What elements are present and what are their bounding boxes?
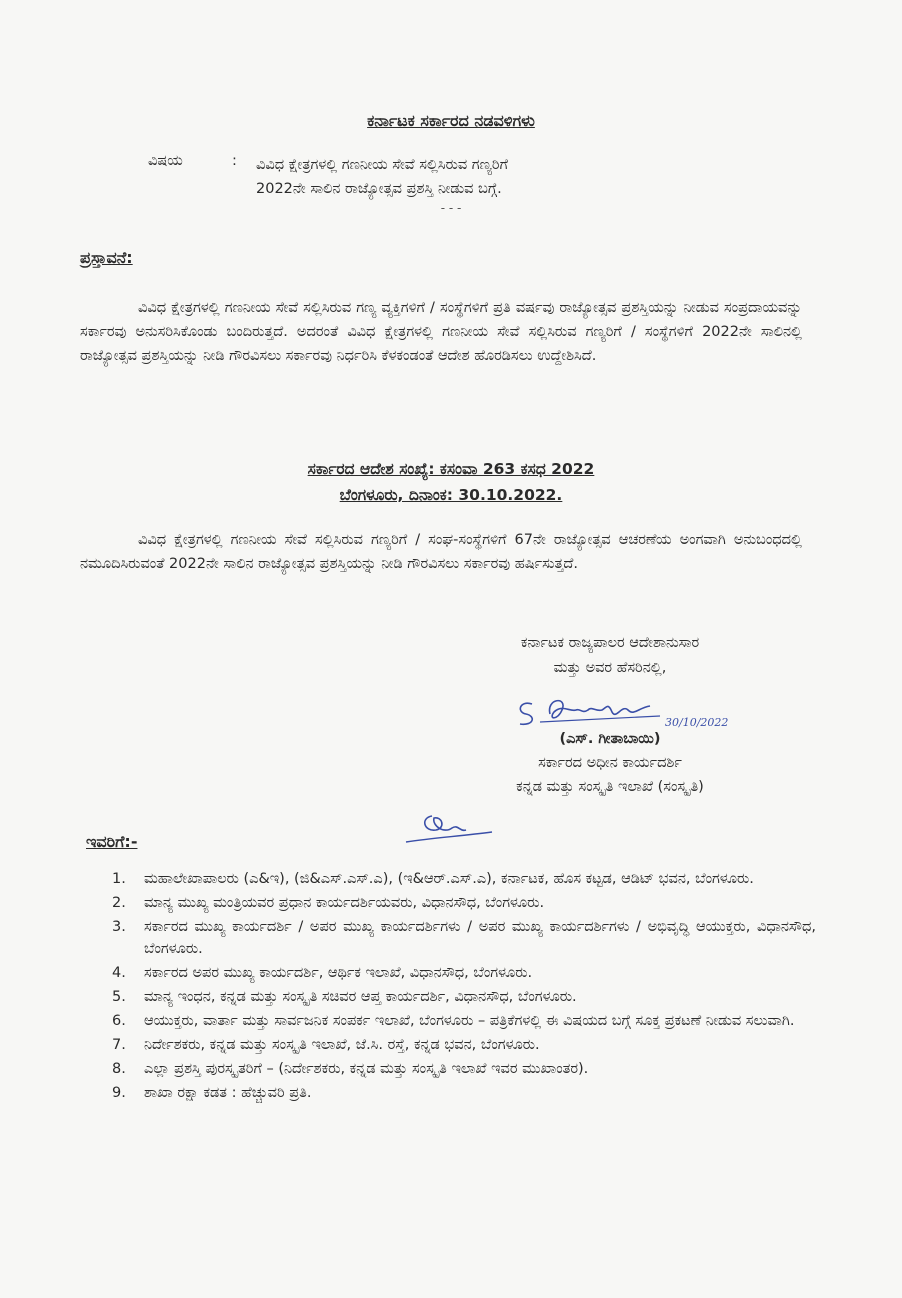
- preamble-label: ಪ್ರಸ್ತಾವನೆ:: [80, 248, 133, 267]
- subject-separator: - - -: [440, 201, 462, 215]
- initials-mark: [402, 808, 497, 850]
- subject-colon: :: [232, 153, 237, 169]
- signature-date: 30/10/2022: [665, 716, 729, 729]
- list-item: 3. ಸರ್ಕಾರದ ಮುಖ್ಯ ಕಾರ್ಯದರ್ಶಿ / ಅಪರ ಮುಖ್ಯ ಕಾರ್ಯದರ್ಶಿಗಳು / ಅಪರ ಮುಖ್ಯ ಕಾರ್ಯದರ್ಶಿಗಳು / ಅಭಿವೃದ್ಧಿ ಆಯುಕ್ತರು, ವಿಧಾನಸೌಧ, ಬೆಂಗಳೂರು.: [112, 919, 816, 957]
- list-item: 2. ಮಾನ್ಯ ಮುಖ್ಯ ಮಂತ್ರಿಯವರ ಪ್ರಧಾನ ಕಾರ್ಯದರ್ಶಿಯವರು, ವಿಧಾನಸೌಧ, ಬೆಂಗಳೂರು.: [112, 895, 545, 911]
- list-item: 5. ಮಾನ್ಯ ಇಂಧನ, ಕನ್ನಡ ಮತ್ತು ಸಂಸ್ಕೃತಿ ಸಚಿವರ ಆಪ್ತ ಕಾರ್ಯದರ್ಶಿ, ವಿಧಾನಸೌಧ, ಬೆಂಗಳೂರು.: [112, 989, 577, 1005]
- order-number: ಸರ್ಕಾರದ ಆದೇಶ ಸಂಖ್ಯೆ: ಕಸಂವಾ 263 ಕಸಧ 2022: [307, 460, 595, 478]
- signature-image: [510, 690, 680, 734]
- copies-label: ಇವರಿಗೆ:-: [86, 832, 138, 851]
- list-item: 9. ಶಾಖಾ ರಕ್ಷಾ ಕಡತ : ಹೆಚ್ಚುವರಿ ಪ್ರತಿ.: [112, 1085, 312, 1101]
- signatory-designation: ಸರ್ಕಾರದ ಅಧೀನ ಕಾರ್ಯದರ್ಶಿ: [538, 755, 682, 771]
- list-item: 4. ಸರ್ಕಾರದ ಅಪರ ಮುಖ್ಯ ಕಾರ್ಯದರ್ಶಿ, ಆರ್ಥಿಕ ಇಲಾಖೆ, ವಿಧಾನಸೌಧ, ಬೆಂಗಳೂರು.: [112, 965, 533, 981]
- signatory-department: ಕನ್ನಡ ಮತ್ತು ಸಂಸ್ಕೃತಿ ಇಲಾಖೆ (ಸಂಸ್ಕೃತಿ): [516, 779, 704, 795]
- list-item: 7. ನಿರ್ದೇಶಕರು, ಕನ್ನಡ ಮತ್ತು ಸಂಸ್ಕೃತಿ ಇಲಾಖೆ, ಜೆ.ಸಿ. ರಸ್ತೆ, ಕನ್ನಡ ಭವನ, ಬೆಂಗಳೂರು.: [112, 1037, 540, 1053]
- order-date: ಬೆಂಗಳೂರು, ದಿನಾಂಕ: 30.10.2022.: [339, 486, 563, 504]
- order-paragraph: ವಿವಿಧ ಕ್ಷೇತ್ರಗಳಲ್ಲಿ ಗಣನೀಯ ಸೇವೆ ಸಲ್ಲಿಸಿರುವ ಗಣ್ಯರಿಗೆ / ಸಂಘ-ಸಂಸ್ಥೆಗಳಿಗೆ 67ನೇ ರಾಜ್ಯೋತ್ಸವ ಆಚರಣೆಯ ಅಂಗವಾಗಿ ಅನುಬಂಧದಲ್ಲಿ ನಮೂದಿಸಿರುವಂತೆ 2022ನೇ ಸಾಲಿನ ರಾಜ್ಯೋತ್ಸವ ಪ್ರಶಸ್ತಿಯನ್ನು ನೀಡಿ ಗೌರವಿಸಲು ಸರ್ಕಾರವು ಹರ್ಷಿಸುತ್ತದೆ.: [80, 532, 802, 572]
- preamble-paragraph: ವಿವಿಧ ಕ್ಷೇತ್ರಗಳಲ್ಲಿ ಗಣನೀಯ ಸೇವೆ ಸಲ್ಲಿಸಿರುವ ಗಣ್ಯ ವ್ಯಕ್ತಿಗಳಿಗೆ / ಸಂಸ್ಥೆಗಳಿಗೆ ಪ್ರತಿ ವರ್ಷವು ರಾಜ್ಯೋತ್ಸವ ಪ್ರಶಸ್ತಿಯನ್ನು ನೀಡುವ ಸಂಪ್ರದಾಯವನ್ನು ಸರ್ಕಾರವು ಅನುಸರಿಸಿಕೊಂಡು ಬಂದಿರುತ್ತದೆ. ಅದರಂತೆ ವಿವಿಧ ಕ್ಷೇತ್ರಗಳಲ್ಲಿ ಗಣನೀಯ ಸೇವೆ ಸಲ್ಲಿಸಿರುವ ಗಣ್ಯರಿಗೆ / ಸಂಸ್ಥೆಗಳಿಗೆ 2022ನೇ ಸಾಲಿನಲ್ಲಿ ರಾಜ್ಯೋತ್ಸವ ಪ್ರಶಸ್ತಿಯನ್ನು ನೀಡಿ ಗೌರವಿಸಲು ಸರ್ಕಾರವು ನಿರ್ಧರಿಸಿ ಕೆಳಕಂಡಂತೆ ಆದೇಶ ಹೊರಡಿಸಲು ಉದ್ದೇಶಿಸಿದೆ.: [80, 300, 802, 364]
- subject-line-1: ವಿವಿಧ ಕ್ಷೇತ್ರಗಳಲ್ಲಿ ಗಣನೀಯ ಸೇವೆ ಸಲ್ಲಿಸಿರುವ ಗಣ್ಯರಿಗೆ: [256, 157, 509, 173]
- list-item: 6. ಆಯುಕ್ತರು, ವಾರ್ತಾ ಮತ್ತು ಸಾರ್ವಜನಿಕ ಸಂಪರ್ಕ ಇಲಾಖೆ, ಬೆಂಗಳೂರು – ಪತ್ರಿಕೆಗಳಲ್ಲಿ ಈ ವಿಷಯದ ಬಗ್ಗೆ ಸೂಕ್ತ ಪ್ರಕಟಣೆ ನೀಡುವ ಸಲುವಾಗಿ.: [112, 1013, 795, 1029]
- list-item: 8. ಎಲ್ಲಾ ಪ್ರಶಸ್ತಿ ಪುರಸ್ಕೃತರಿಗೆ – (ನಿರ್ದೇಶಕರು, ಕನ್ನಡ ಮತ್ತು ಸಂಸ್ಕೃತಿ ಇಲಾಖೆ ಇವರ ಮುಖಾಂತರ).: [112, 1061, 589, 1077]
- subject-label: ವಿಷಯ: [148, 153, 183, 169]
- subject-text: [256, 153, 726, 201]
- copies-list: [112, 868, 816, 1106]
- document-title: ಕರ್ನಾಟಕ ಸರ್ಕಾರದ ನಡವಳಿಗಳು: [367, 111, 535, 130]
- subject-line-2: 2022ನೇ ಸಾಲಿನ ರಾಜ್ಯೋತ್ಸವ ಪ್ರಶಸ್ತಿ ನೀಡುವ ಬಗ್ಗೆ.: [256, 181, 502, 197]
- signatory-name: (ಎಸ್. ಗೀತಾಬಾಯಿ): [559, 731, 661, 747]
- authority-line-1: ಕರ್ನಾಟಕ ರಾಜ್ಯಪಾಲರ ಆದೇಶಾನುಸಾರ: [520, 635, 700, 651]
- authority-line-2: ಮತ್ತು ಅವರ ಹೆಸರಿನಲ್ಲಿ,: [553, 660, 667, 676]
- list-item: 1. ಮಹಾಲೇಖಾಪಾಲರು (ಎ&ಇ), (ಜಿ&ಎಸ್.ಎಸ್.ಎ), (ಇ&ಆರ್.ಎಸ್.ಎ), ಕರ್ನಾಟಕ, ಹೊಸ ಕಟ್ಟಡ, ಆಡಿಟ್ ಭವನ, ಬೆಂಗಳೂರು.: [112, 871, 754, 887]
